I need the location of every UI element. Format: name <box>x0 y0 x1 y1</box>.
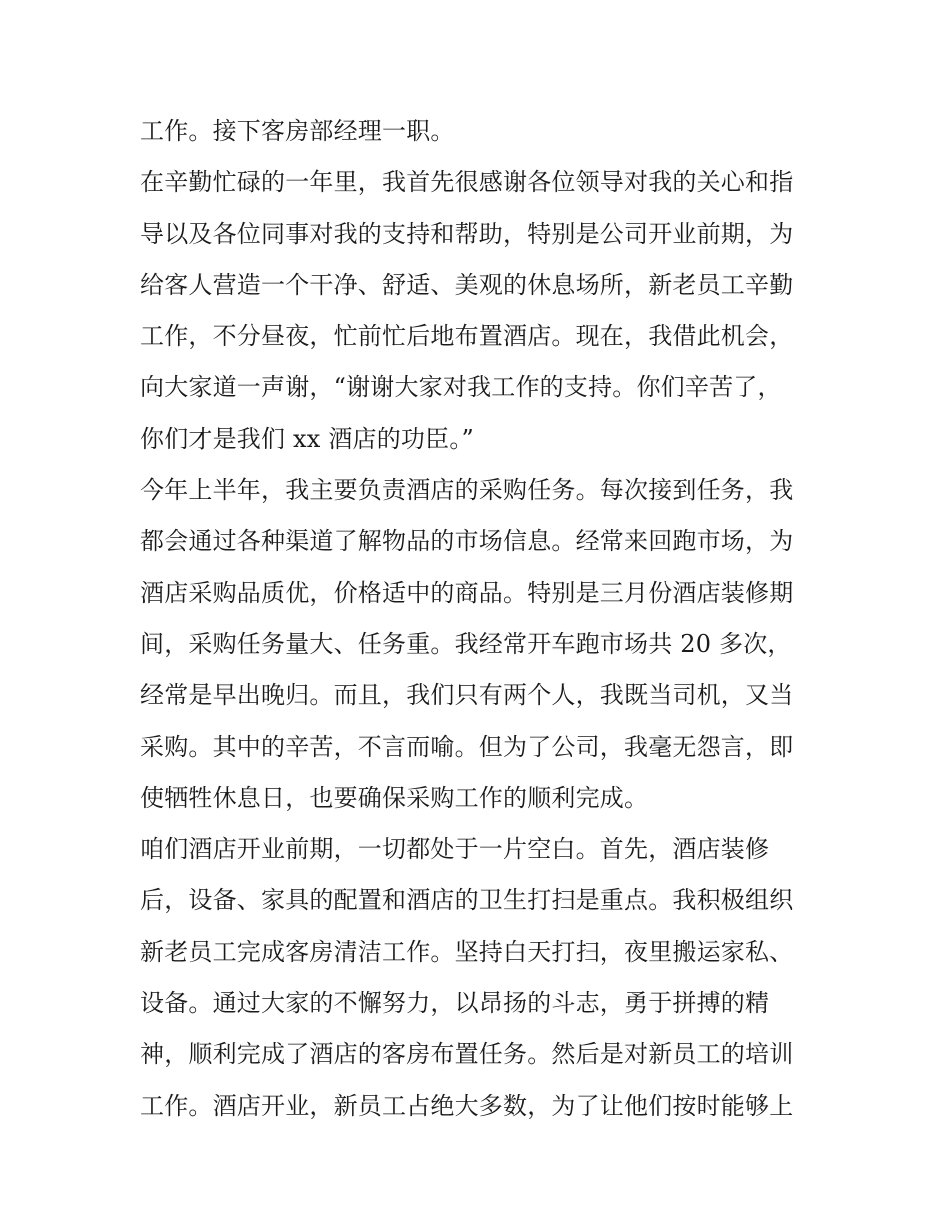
text-line: 设备。通过大家的不懈努力，以昂扬的斗志，勇于拼搏的精 <box>140 989 770 1018</box>
text-line: 工作，不分昼夜，忙前忙后地布置酒店。现在，我借此机会， <box>140 322 794 351</box>
document-page <box>140 106 812 1132</box>
text-line: 咱们酒店开业前期，一切都处于一片空白。首先，酒店装修 <box>140 835 770 864</box>
text-line: 向大家道一声谢，“谢谢大家对我工作的支持。你们辛苦了， <box>140 373 782 402</box>
text-line: 你们才是我们 xx 酒店的功臣。” <box>140 424 474 453</box>
text-line: 都会通过各种渠道了解物品的市场信息。经常来回跑市场，为 <box>140 527 794 556</box>
text-line: 新老员工完成客房清洁工作。坚持白天打扫，夜里搬运家私、 <box>140 937 794 966</box>
text-line: 酒店采购品质优，价格适中的商品。特别是三月份酒店装修期 <box>140 578 794 607</box>
text-line: 间，采购任务量大、任务重。我经常开车跑市场共 20 多次， <box>140 629 792 658</box>
text-line: 使牺牲休息日，也要确保采购工作的顺利完成。 <box>140 783 649 812</box>
text-line: 今年上半年，我主要负责酒店的采购任务。每次接到任务，我 <box>140 476 794 505</box>
text-line: 经常是早出晚归。而且，我们只有两个人，我既当司机，又当 <box>140 681 794 710</box>
text-line: 后，设备、家具的配置和酒店的卫生打扫是重点。我积极组织 <box>140 886 794 915</box>
text-line: 采购。其中的辛苦，不言而喻。但为了公司，我毫无怨言，即 <box>140 732 794 761</box>
text-line: 工作。接下客房部经理一职。 <box>140 117 455 145</box>
text-line: 工作。酒店开业，新员工占绝大多数，为了让他们按时能够上 <box>140 1091 794 1120</box>
text-line: 导以及各位同事对我的支持和帮助，特别是公司开业前期，为 <box>140 219 794 248</box>
text-line: 在辛勤忙碌的一年里，我首先很感谢各位领导对我的关心和指 <box>140 168 794 197</box>
text-line: 给客人营造一个干净、舒适、美观的休息场所，新老员工辛勤 <box>140 270 794 299</box>
text-line: 神，顺利完成了酒店的客房布置任务。然后是对新员工的培训 <box>140 1040 794 1069</box>
